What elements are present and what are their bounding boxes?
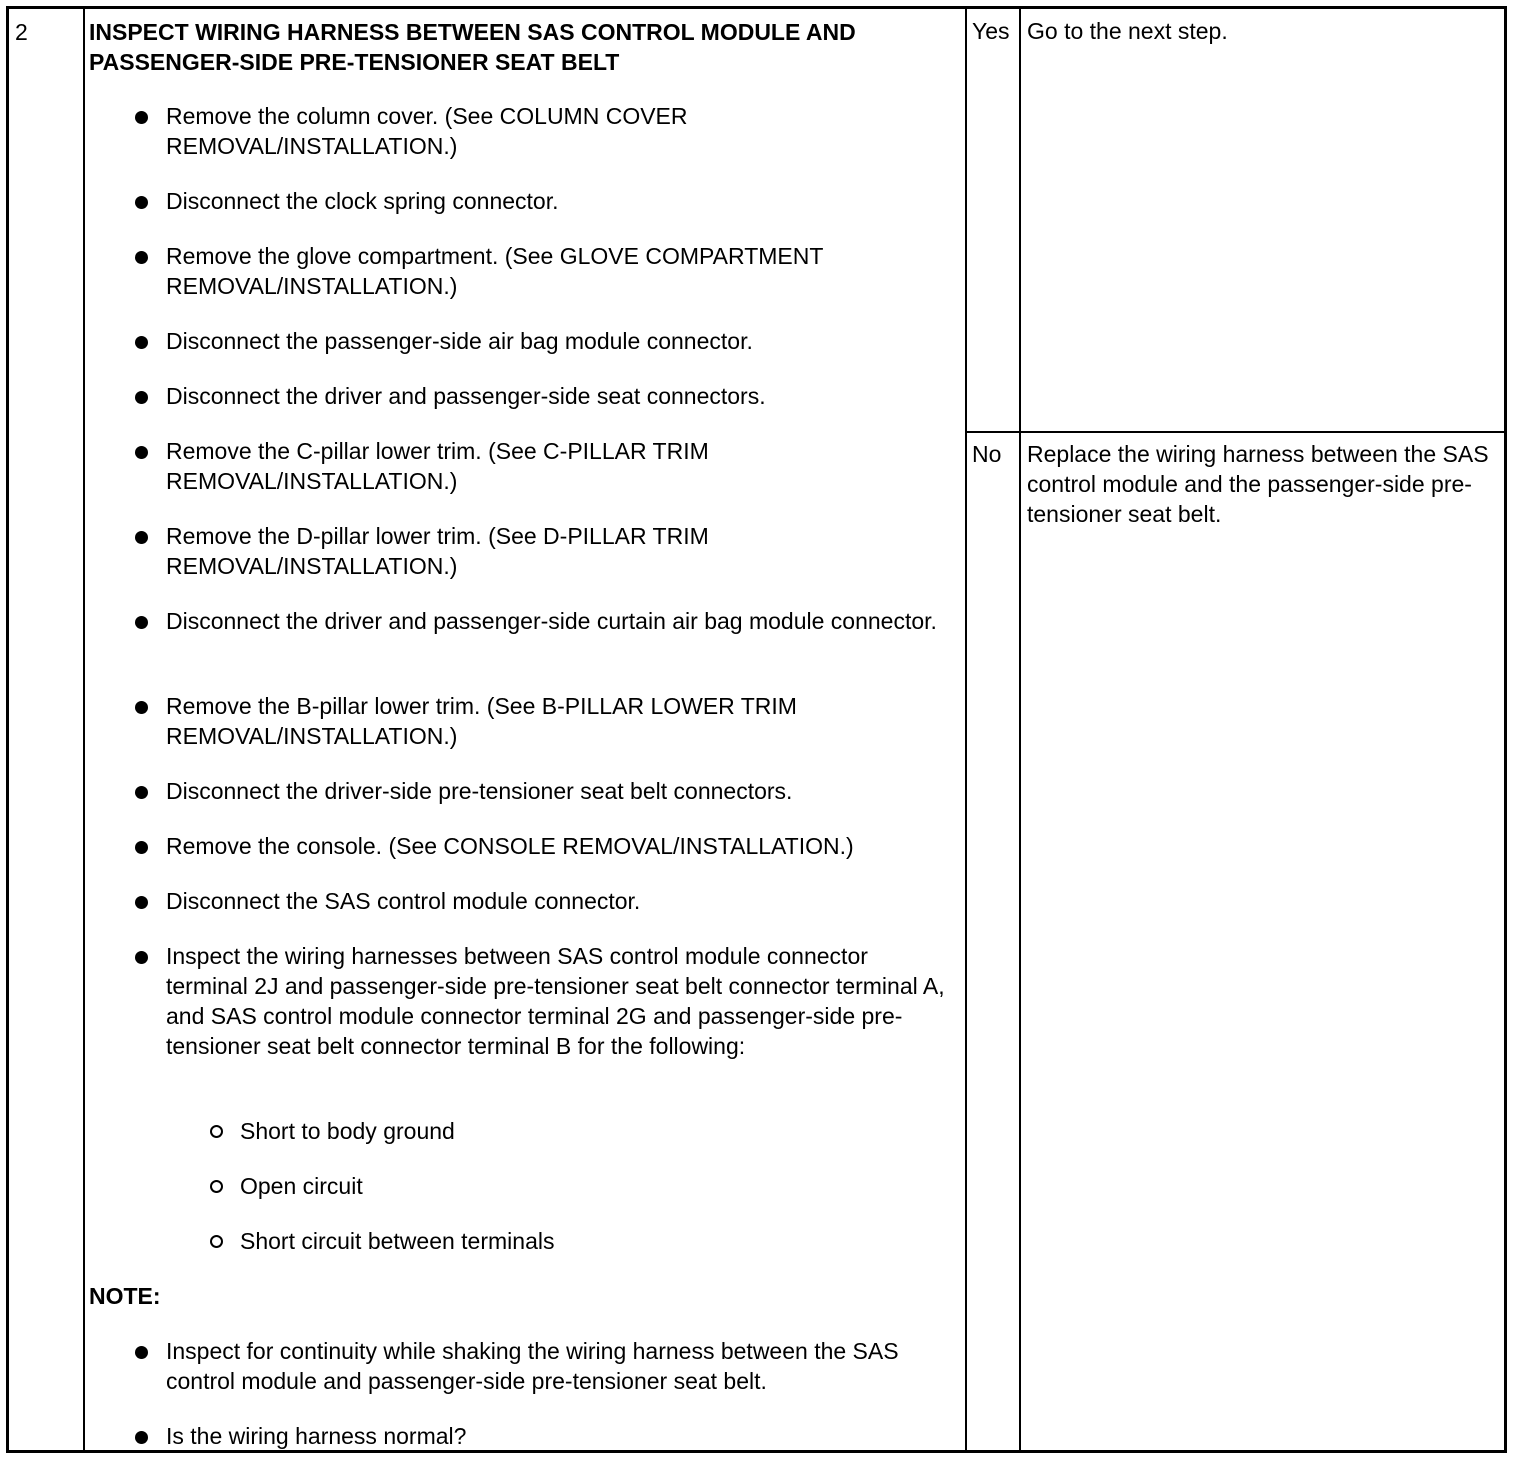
procedure-item: Remove the C-pillar lower trim. (See C-PILLAR TRIM REMOVAL/INSTALLATION.) [166, 438, 709, 494]
inspection-condition: Short circuit between terminals [240, 1228, 555, 1254]
step-number: 2 [15, 19, 28, 45]
diagnostic-step-table [6, 6, 1507, 1453]
procedure-item: Disconnect the SAS control module connector. [166, 888, 641, 914]
procedure-item: Remove the B-pillar lower trim. (See B-PILLAR LOWER TRIM REMOVAL/INSTALLATION.) [166, 693, 797, 749]
procedure-item: Disconnect the driver-side pre-tensioner seat belt connectors. [166, 778, 793, 804]
bullet-dot [135, 531, 148, 544]
bullet-dot [135, 701, 148, 714]
step-title: INSPECT WIRING HARNESS BETWEEN SAS CONTROL MODULE AND PASSENGER-SIDE PRE-TENSIONER SEAT BELT [89, 19, 856, 75]
procedure-item: Remove the console. (See CONSOLE REMOVAL/INSTALLATION.) [166, 833, 854, 859]
column-divider [1019, 9, 1021, 1450]
bullet-dot [135, 391, 148, 404]
bullet-dot [135, 1346, 148, 1359]
procedure-item: Disconnect the driver and passenger-side curtain air bag module connector. [166, 608, 937, 634]
bullet-dot [135, 111, 148, 124]
note-item: Inspect for continuity while shaking the wiring harness between the SAS control module and passenger-side pre-tensioner seat belt. [166, 1338, 899, 1394]
procedure-item: Disconnect the passenger-side air bag module connector. [166, 328, 753, 354]
procedure-item: Remove the glove compartment. (See GLOVE COMPARTMENT REMOVAL/INSTALLATION.) [166, 243, 824, 299]
note-label: NOTE: [89, 1283, 161, 1309]
procedure-item: Inspect the wiring harnesses between SAS control module connector terminal 2J and passenger-side pre-tensioner seat belt connector terminal A, and SAS control module connector terminal 2G and passenger-side pre-tensioner seat belt connector terminal B for the following: [166, 943, 945, 1059]
procedure-item: Disconnect the clock spring connector. [166, 188, 559, 214]
column-divider [965, 9, 967, 1450]
procedure-item: Remove the D-pillar lower trim. (See D-PILLAR TRIM REMOVAL/INSTALLATION.) [166, 523, 709, 579]
no-label: No [972, 441, 1002, 467]
bullet-dot [135, 786, 148, 799]
inspection-condition: Short to body ground [240, 1118, 455, 1144]
yes-action: Go to the next step. [1027, 18, 1228, 44]
bullet-dot [135, 336, 148, 349]
inspection-condition: Open circuit [240, 1173, 363, 1199]
sub-bullet-circle [210, 1235, 223, 1248]
bullet-dot [135, 951, 148, 964]
procedure-item: Disconnect the driver and passenger-side seat connectors. [166, 383, 766, 409]
bullet-dot [135, 896, 148, 909]
bullet-dot [135, 616, 148, 629]
sub-bullet-circle [210, 1180, 223, 1193]
procedure-item: Remove the column cover. (See COLUMN COVER REMOVAL/INSTALLATION.) [166, 103, 688, 159]
bullet-dot [135, 1431, 148, 1444]
yes-label: Yes [972, 18, 1010, 44]
no-action: Replace the wiring harness between the SAS control module and the passenger-side pre-tensioner seat belt. [1027, 441, 1489, 527]
note-item: Is the wiring harness normal? [166, 1423, 467, 1449]
bullet-dot [135, 841, 148, 854]
bullet-dot [135, 446, 148, 459]
column-divider [83, 9, 85, 1450]
bullet-dot [135, 251, 148, 264]
sub-bullet-circle [210, 1125, 223, 1138]
row-divider [965, 431, 1504, 433]
bullet-dot [135, 196, 148, 209]
